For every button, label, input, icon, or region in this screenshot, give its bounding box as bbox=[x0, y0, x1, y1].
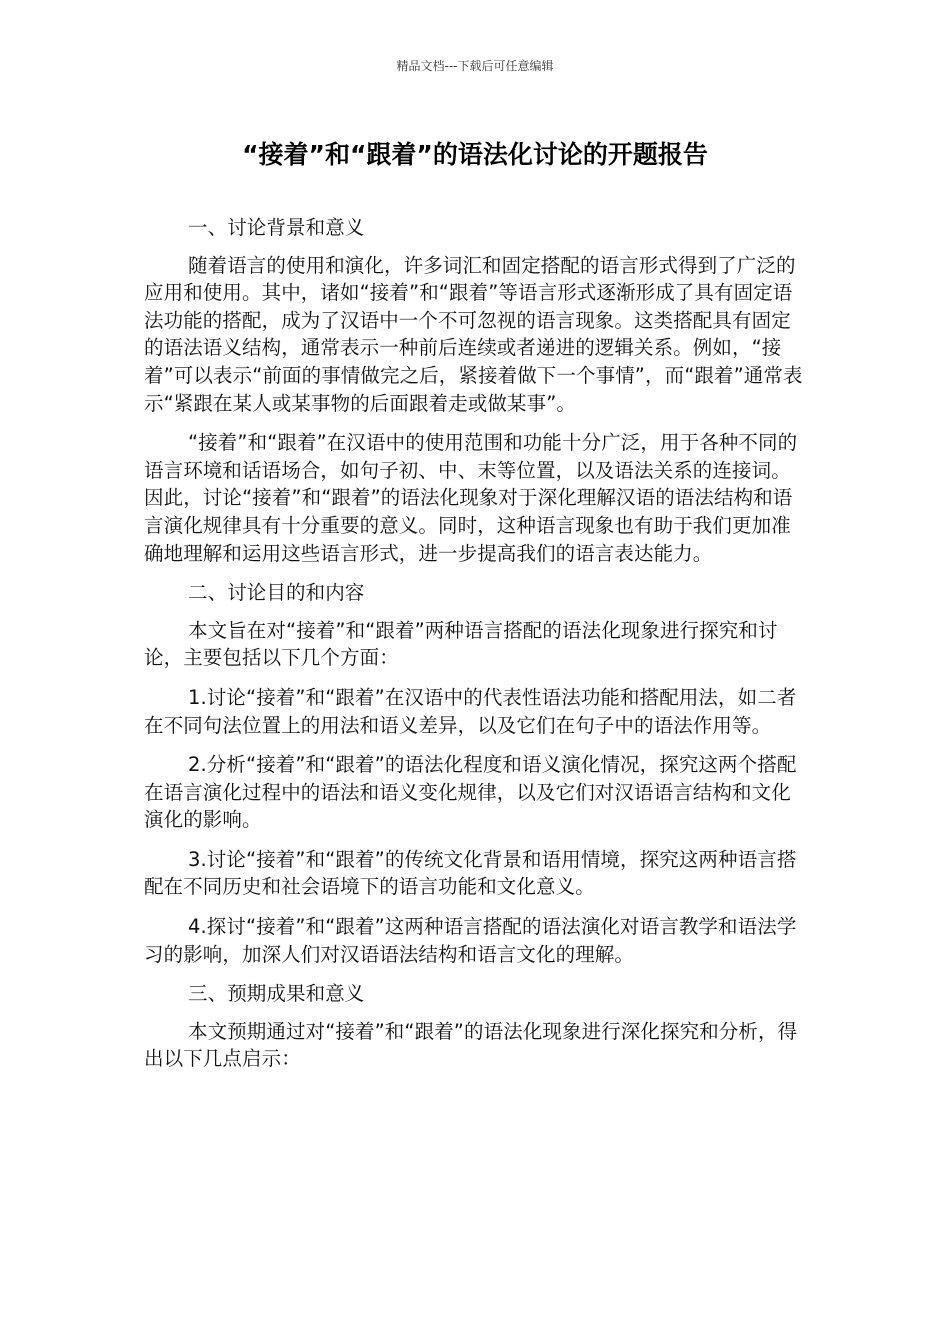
header-note: 精品文档---下载后可任意编辑 bbox=[396, 59, 554, 73]
list-item-purpose-2: 2.分析“接着”和“跟着”的语法化程度和语义演化情况，探究这两个搭配在语言演化过程中的语法和语义变化规律，以及它们对汉语语言结构和文化演化的影响。 bbox=[144, 753, 797, 832]
document-title: “接着”和“跟着”的语法化讨论的开题报告 bbox=[242, 140, 708, 169]
list-item-purpose-4: 4.探讨“接着”和“跟着”这两种语言搭配的语法演化对语言教学和语法学习的影响，加深人们对汉语语法结构和语言文化的理解。 bbox=[144, 915, 797, 966]
paragraph-background-1: 随着语言的使用和演化，许多词汇和固定搭配的语言形式得到了广泛的应用和使用。其中，诸如“接着”和“跟着”等语言形式逐渐形成了具有固定语法功能的搭配，成为了汉语中一个不可忽视的语言现象。这类搭配具有固定的语法语义结构，通常表示一种前后连续或者递进的逻辑关系。例如，“接着”可以表示“前面的事情做完之后，紧接着做下一个事情”，而“跟着”通常表示“紧跟在某人或某事物的后面跟着走或做某事”。 bbox=[144, 253, 803, 415]
paragraph-background-2: “接着”和“跟着”在汉语中的使用范围和功能十分广泛，用于各种不同的语言环境和话语场合，如句子初、中、末等位置，以及语法关系的连接词。因此，讨论“接着”和“跟着”的语法化现象对于深化理解汉语的语法结构和语言演化规律具有十分重要的意义。同时，这种语言现象也有助于我们更加准确地理解和运用这些语言形式，进一步提高我们的语言表达能力。 bbox=[144, 431, 798, 565]
section-heading-outcomes: 三、预期成果和意义 bbox=[188, 982, 365, 1006]
document-body bbox=[144, 214, 808, 1085]
list-item-purpose-3: 3.讨论“接着”和“跟着”的传统文化背景和语用情境，探究这两种语言搭配在不同历史和社会语境下的语言功能和文化意义。 bbox=[144, 847, 797, 899]
paragraph-outcomes-intro: 本文预期通过对“接着”和“跟着”的语法化现象进行深化探究和分析，得出以下几点启示： bbox=[144, 1019, 798, 1071]
section-heading-purpose: 二、讨论目的和内容 bbox=[188, 581, 365, 605]
section-heading-background: 一、讨论背景和意义 bbox=[188, 216, 365, 239]
list-item-purpose-1: 1.讨论“接着”和“跟着”在汉语中的代表性语法功能和搭配用法，如二者在不同句法位置上的用法和语义差异，以及它们在句子中的语法作用等。 bbox=[144, 685, 797, 737]
paragraph-purpose-intro: 本文旨在对“接着”和“跟着”两种语言搭配的语法化现象进行探究和讨论，主要包括以下几个方面： bbox=[144, 618, 778, 670]
